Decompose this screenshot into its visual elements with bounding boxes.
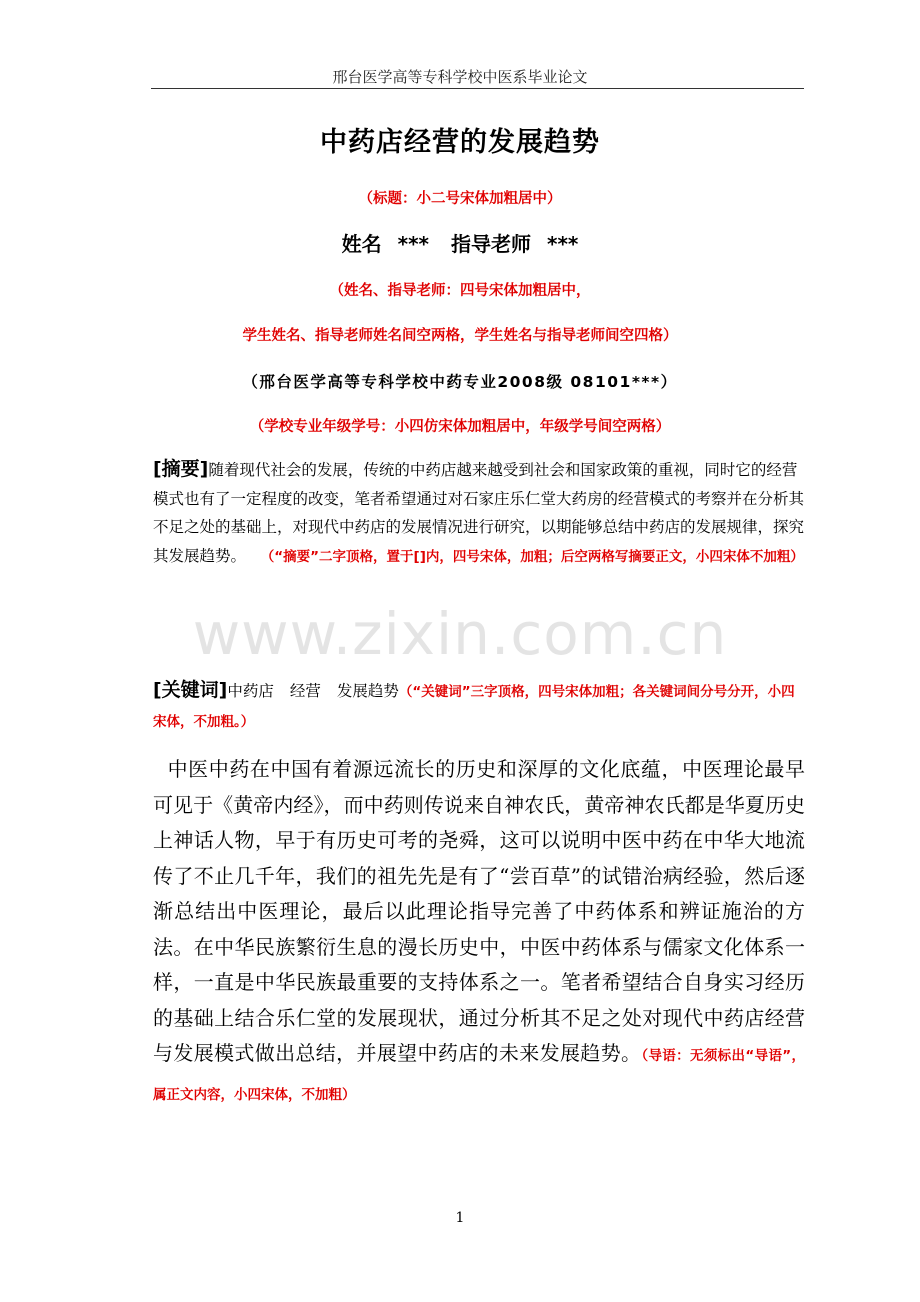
keywords-format-note: （“关键词”三字顶格，四号宋体加粗；各关键词间分号分开，小四宋体，不加粗。）: [153, 684, 795, 730]
abstract-paragraph: [153, 455, 805, 571]
page-number: 1: [455, 1210, 465, 1226]
intro-format-note: （导语：无须标出“导语”，属正文内容，小四宋体，不加粗）: [153, 1048, 806, 1103]
abstract-label: [摘要]: [153, 458, 209, 480]
title-format-note: （标题：小二号宋体加粗居中）: [358, 191, 562, 207]
running-header: 邢台医学高等专科学校中医系毕业论文: [332, 68, 588, 86]
author-format-note-1: （姓名、指导老师：四号宋体加粗居中，: [329, 283, 591, 299]
keywords-label: [关键词]: [153, 679, 228, 701]
keyword-item: 经营: [289, 682, 321, 700]
keyword-item: 中药店: [227, 682, 274, 700]
header-rule: [151, 88, 804, 89]
abstract-format-note: （“摘要”二字顶格，置于[]内，四号宋体，加粗；后空两格写摘要正文，小四宋体不加粗）: [260, 548, 804, 565]
name-value: ***: [397, 232, 429, 256]
advisor-label: 指导老师: [451, 232, 531, 256]
advisor-value: ***: [547, 232, 579, 256]
name-label: 姓名: [341, 232, 382, 256]
author-line: [0, 228, 920, 257]
intro-text: 中医中药在中国有着源远流长的历史和深厚的文化底蕴，中医理论最早可见于《黄帝内经》，而中药则传说来自神农氏，黄帝神农氏都是华夏历史上神话人物，早于有历史可考的尧舜，这可以说明中医中药在中华大地流传了不止几千年，我们的祖先先是有了“尝百草”的试错治病经验，然后逐渐总结出中医理论，最后以此理论指导完善了中药体系和辨证施治的方法。在中华民族繁衍生息的漫长历史中，中医中药体系与儒家文化体系一样，一直是中华民族最重要的支持体系之一。笔者希望结合自身实习经历的基础上结合乐仁堂的发展现状，通过分析其不足之处对现代中药店经营与发展模式做出总结，并展望中药店的未来发展趋势。: [153, 757, 805, 1065]
keywords-paragraph: [153, 676, 805, 736]
watermark: www.zixin.com.cn: [192, 600, 728, 668]
paper-title: 中药店经营的发展趋势: [320, 127, 600, 158]
abstract-text: 随着现代社会的发展，传统的中药店越来越受到社会和国家政策的重视，同时它的经营模式也有了一定程度的改变，笔者希望通过对石家庄乐仁堂大药房的经营模式的考察并在分析其不足之处的基础上，对现代中药店的发展情况进行研究，以期能够总结中药店的发展规律，探究其发展趋势。: [153, 461, 805, 565]
intro-paragraph: [153, 752, 805, 1113]
keyword-item: 发展趋势: [336, 682, 399, 700]
school-line: （邢台医学高等专科学校中药专业2008级 08101***）: [242, 373, 678, 391]
author-format-note-2: 学生姓名、指导老师姓名间空两格，学生姓名与指导老师间空四格）: [242, 328, 678, 344]
school-format-note: （学校专业年级学号：小四仿宋体加粗居中，年级学号间空两格）: [249, 419, 671, 435]
